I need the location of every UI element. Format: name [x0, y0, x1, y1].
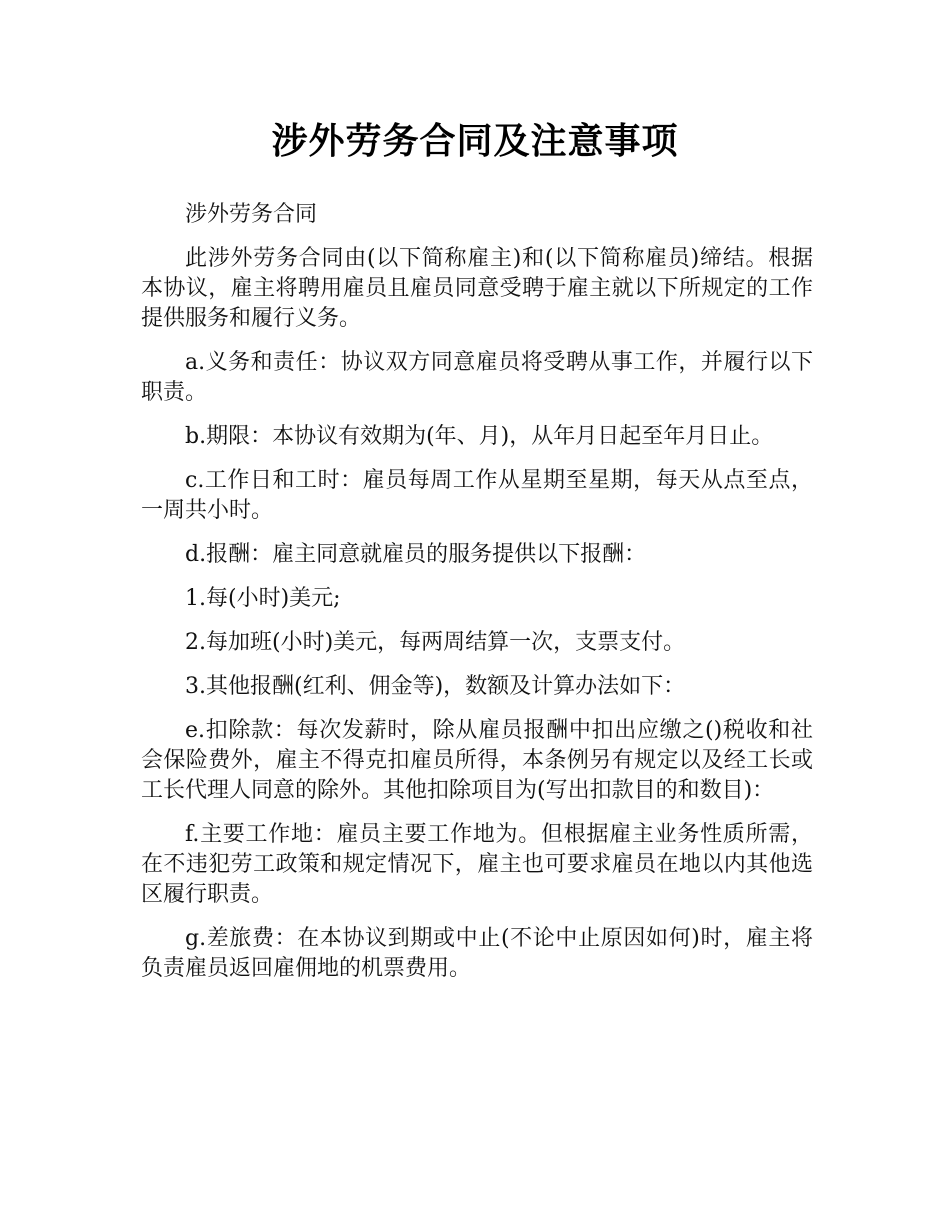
paragraph-intro: 此涉外劳务合同由(以下简称雇主)和(以下简称雇员)缔结。根据本协议，雇主将聘用雇员且雇员同意受聘于雇主就以下所规定的工作提供服务和履行义务。 — [141, 246, 813, 331]
paragraph-clause-a: a.义务和责任：协议双方同意雇员将受聘从事工作，并履行以下职责。 — [141, 350, 813, 405]
paragraph-clause-f: f.主要工作地：雇员主要工作地为。但根据雇主业务性质所需，在不违犯劳工政策和规定情况下，雇主也可要求雇员在地以内其他选区履行职责。 — [141, 822, 813, 907]
paragraph-item-2: 2.每加班(小时)美元，每两周结算一次，支票支付。 — [185, 630, 686, 655]
paragraph-clause-g: g.差旅费：在本协议到期或中止(不论中止原因如何)时，雇主将负责雇员返回雇佣地的机票费用。 — [141, 926, 813, 981]
paragraph-heading: 涉外劳务合同 — [185, 202, 318, 227]
paragraph-item-1: 1.每(小时)美元; — [185, 586, 341, 611]
paragraph-clause-b: b.期限：本协议有效期为(年、月)，从年月日起至年月日止。 — [185, 424, 774, 449]
paragraph-item-3: 3.其他报酬(红利、佣金等)，数额及计算办法如下： — [185, 674, 686, 699]
paragraph-clause-d: d.报酬：雇主同意就雇员的服务提供以下报酬： — [185, 542, 647, 567]
paragraph-clause-e: e.扣除款：每次发薪时，除从雇员报酬中扣出应缴之()税收和社会保险费外，雇主不得克扣雇员所得，本条例另有规定以及经工长或工长代理人同意的除外。其他扣除项目为(写出扣款目的和数目)： — [141, 718, 813, 803]
document-body — [141, 200, 813, 998]
document-title: 涉外劳务合同及注意事项 — [271, 121, 679, 162]
paragraph-clause-c: c.工作日和工时：雇员每周工作从星期至星期，每天从点至点，一周共小时。 — [141, 468, 813, 523]
